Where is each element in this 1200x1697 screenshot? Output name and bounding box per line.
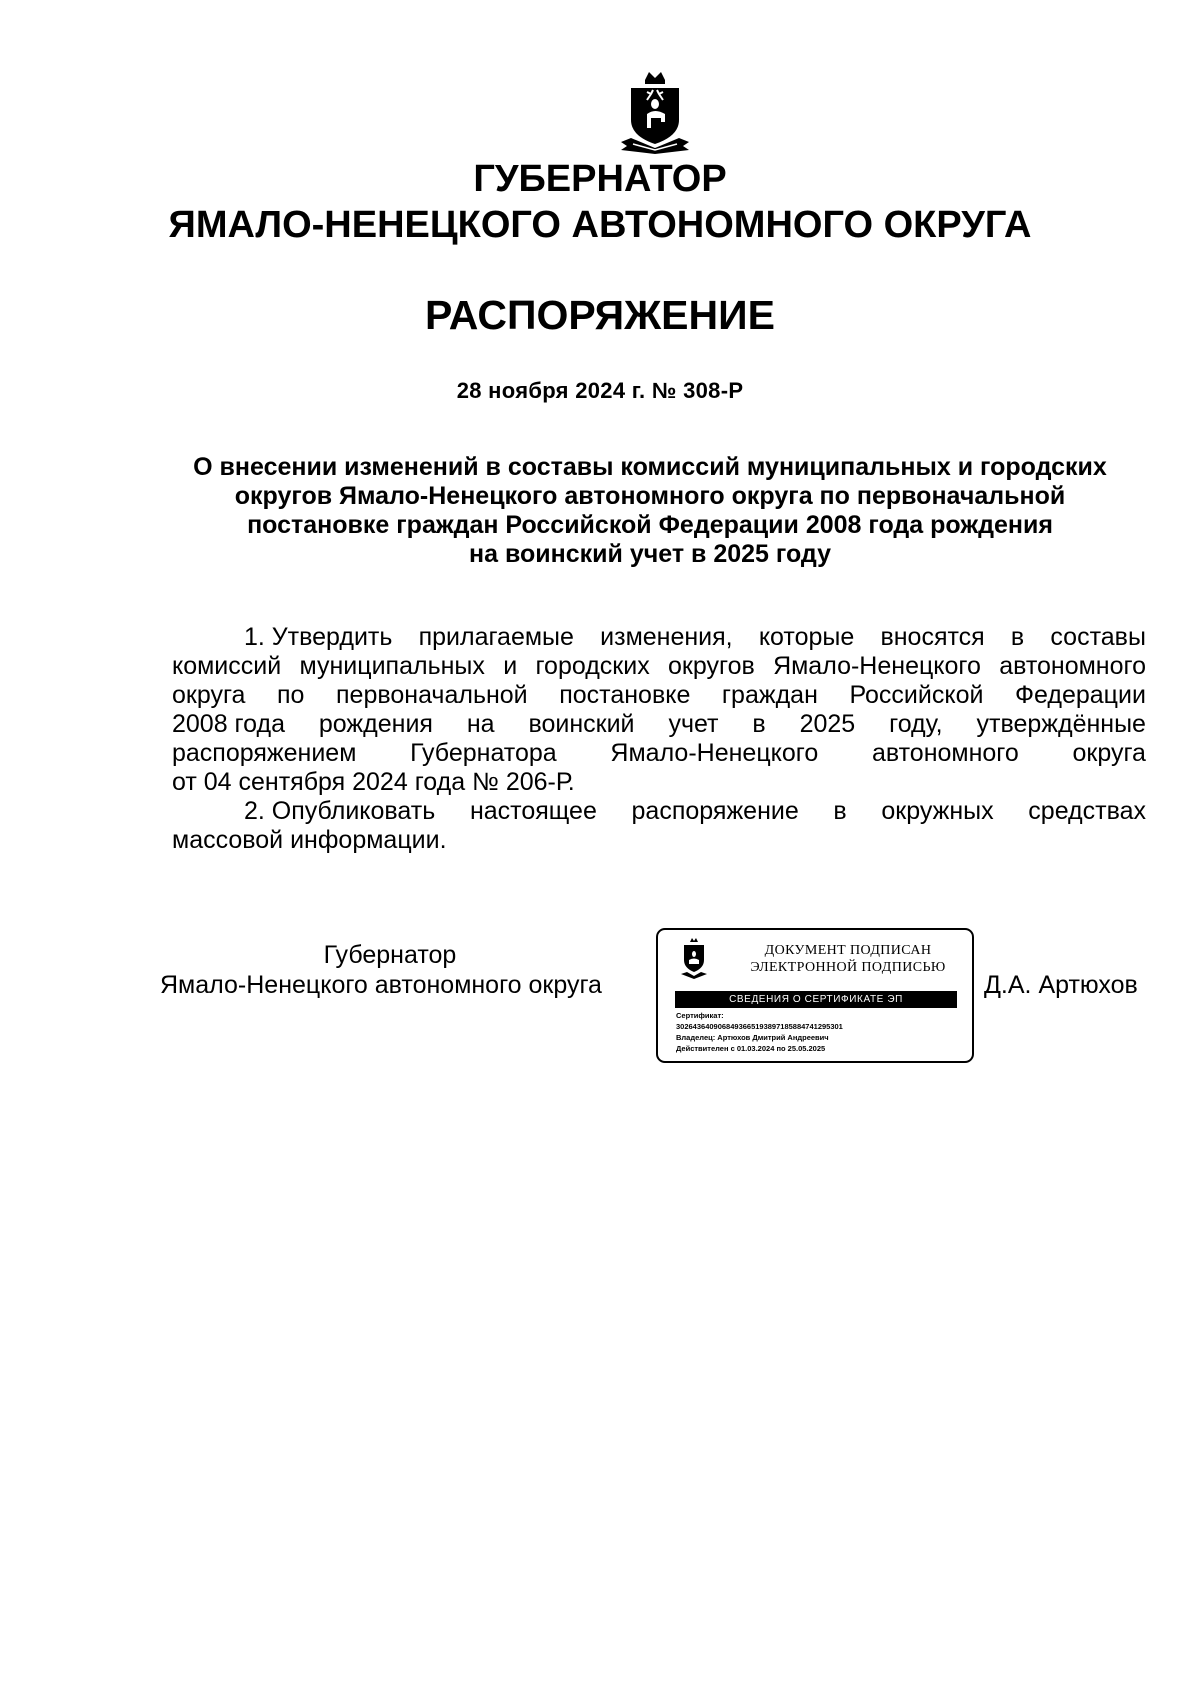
body-word: округа [172, 681, 246, 709]
body-word: Ямало-Ненецкого [610, 739, 819, 767]
body-word: 2. Опубликовать [244, 797, 436, 825]
body-word: граждан [721, 681, 818, 709]
stamp-title [728, 942, 968, 976]
signature-title-line1: Губернатор [323, 941, 457, 969]
body-word: распоряжение [631, 797, 799, 825]
body-word: рождения [318, 710, 433, 738]
stamp-title-line1: ДОКУМЕНТ ПОДПИСАН [764, 943, 932, 958]
body-word: 2008 года [172, 710, 285, 738]
document-type: РАСПОРЯЖЕНИЕ [425, 292, 775, 338]
body-word: составы [1050, 623, 1146, 651]
body-line [172, 710, 1146, 739]
body-word: утверждённые [976, 710, 1146, 738]
body-word: округов [668, 652, 755, 680]
body-word: средствах [1028, 797, 1146, 825]
body-word: муниципальных [299, 652, 485, 680]
stamp-title-line2: ЭЛЕКТРОННОЙ ПОДПИСЬЮ [750, 960, 946, 975]
body-word: вносятся [880, 623, 985, 651]
coat-of-arms-icon [617, 70, 693, 156]
body-word: и [503, 652, 518, 680]
document-date-number: 28 ноября 2024 г. № 308-Р [456, 378, 744, 403]
paragraph-1 [172, 623, 1146, 797]
body-word: изменения, [600, 623, 733, 651]
body-word: настоящее [469, 797, 597, 825]
body-word: по [277, 681, 305, 709]
body-word: Федерации [1015, 681, 1146, 709]
subject-line: постановке граждан Российской Федерации 2008 года рождения [247, 511, 1053, 539]
signature-title [160, 940, 640, 1000]
header-title-line1: ГУБЕРНАТОР [473, 158, 727, 200]
certificate-label: Сертификат: [676, 1011, 724, 1020]
paragraph-2 [172, 797, 1146, 855]
body-word: окружных [881, 797, 994, 825]
subject-line: округов Ямало-Ненецкого автономного округа по первоначальной [234, 482, 1066, 510]
body-word: от 04 сентября 2024 года № 206-Р. [172, 768, 575, 796]
document-body [172, 623, 1146, 855]
body-line [172, 652, 1146, 681]
body-word: массовой информации. [172, 826, 447, 854]
signature-title-line2: Ямало-Ненецкого автономного округа [160, 971, 602, 999]
body-word: воинский [528, 710, 635, 738]
body-word: в [1010, 623, 1025, 651]
body-word: комиссий [172, 652, 282, 680]
stamp-certificate-info [676, 1010, 843, 1054]
electronic-signature-stamp [656, 928, 974, 1063]
body-word: автономного [999, 652, 1146, 680]
certificate-owner: Владелец: Артюхов Дмитрий Андреевич [676, 1033, 829, 1042]
body-word: которые [758, 623, 855, 651]
body-word: Ямало-Ненецкого [773, 652, 981, 680]
body-line [172, 797, 1146, 826]
body-word: округа [1072, 739, 1146, 767]
body-word: учет [668, 710, 719, 738]
subject-line: на воинский учет в 2025 году [469, 540, 831, 568]
body-word: городских [535, 652, 650, 680]
body-word: в [752, 710, 766, 738]
body-line [172, 739, 1146, 768]
certificate-validity: Действителен с 01.03.2024 по 25.05.2025 [676, 1044, 826, 1053]
body-word: распоряжением [172, 739, 357, 767]
document-subject [160, 453, 1140, 569]
signer-name: Д.А. Артюхов [984, 971, 1138, 999]
subject-line: О внесении изменений в составы комиссий муниципальных и городских [193, 453, 1107, 481]
body-word: в [833, 797, 847, 825]
body-word: первоначальной [336, 681, 528, 709]
body-word: автономного [871, 739, 1019, 767]
body-word: Российской [849, 681, 984, 709]
body-line [172, 826, 1146, 855]
body-word: на [466, 710, 495, 738]
body-line [172, 681, 1146, 710]
coat-of-arms-icon [680, 938, 708, 980]
body-word: постановке [559, 681, 691, 709]
certificate-number: 3026436409068493665193897185884741295301 [676, 1022, 843, 1031]
header-title-line2: ЯМАЛО-НЕНЕЦКОГО АВТОНОМНОГО ОКРУГА [168, 204, 1032, 246]
body-line [172, 623, 1146, 652]
body-word: 2025 [799, 710, 856, 738]
body-word: Губернатора [410, 739, 557, 767]
body-line [172, 768, 1146, 797]
stamp-certificate-bar: СВЕДЕНИЯ О СЕРТИФИКАТЕ ЭП [675, 991, 957, 1008]
body-word: 1. Утвердить [244, 623, 393, 651]
body-word: году, [889, 710, 943, 738]
body-word: прилагаемые [418, 623, 574, 651]
